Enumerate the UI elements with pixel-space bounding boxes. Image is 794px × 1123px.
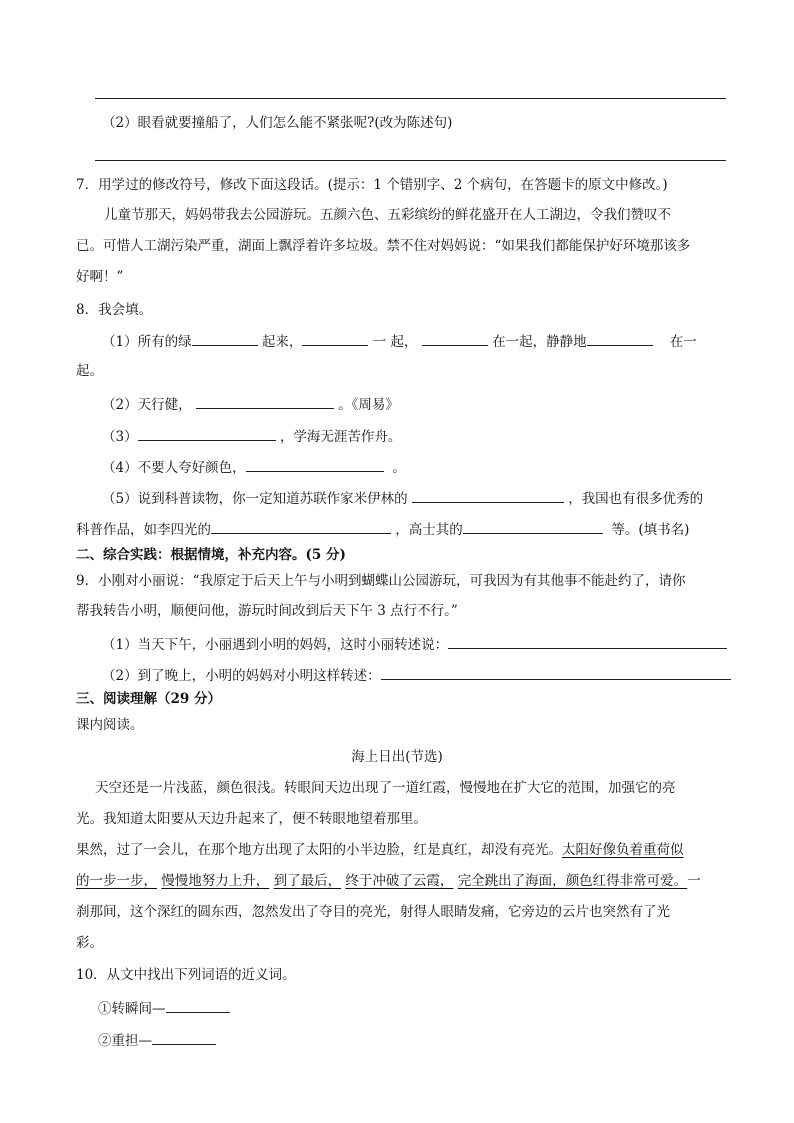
q8-text: ，我国也有很多优秀的 bbox=[568, 491, 704, 507]
underlined-phrase: 颜色红得非常可爱。 bbox=[565, 873, 688, 889]
underlined-phrase: 终于冲破了云霞， bbox=[345, 873, 454, 889]
passage-line: 天空还是一片浅蓝，颜色很浅。转眼间天边出现了一道红霞，慢慢地在扩大它的范围，加强它的亮 bbox=[95, 780, 676, 796]
fill-blank[interactable] bbox=[192, 331, 258, 346]
section-3-heading: 三、阅读理解（29 分） bbox=[76, 691, 221, 707]
q9-paragraph-line: 9．小刚对小丽说：“我原定于后天上午与小明到蝴蝶山公园游玩，可我因为有其他事不能赴约了，请你 bbox=[76, 573, 686, 589]
fill-blank[interactable] bbox=[138, 426, 276, 441]
answer-line[interactable] bbox=[95, 160, 726, 161]
q6-item-2: （2）眼看就要撞船了，人们怎么能不紧张呢?(改为陈述句) bbox=[102, 115, 453, 131]
q8-item-4 bbox=[102, 457, 406, 477]
passage-line: 彩。 bbox=[76, 935, 103, 951]
answer-blank[interactable] bbox=[448, 634, 727, 649]
q8-title: 8．我会填。 bbox=[76, 302, 153, 318]
q8-text: 科普作品，如李四光的 bbox=[76, 522, 211, 538]
q9-text: （1）当天下午，小丽遇到小明的妈妈，这时小丽转述说： bbox=[102, 637, 449, 653]
q8-text: 。《周易》 bbox=[338, 397, 399, 413]
q9-item-1 bbox=[102, 634, 727, 654]
fill-blank[interactable] bbox=[412, 488, 564, 503]
passage-line: 光。我知道太阳要从天边升起来了，便不转眼地望着那里。 bbox=[76, 811, 427, 827]
q9-text: （2）到了晚上，小明的妈妈对小明这样转述： bbox=[102, 668, 381, 684]
q8-text: （1）所有的绿 bbox=[102, 334, 192, 350]
fill-blank[interactable] bbox=[302, 331, 368, 346]
fill-blank[interactable] bbox=[166, 998, 230, 1013]
section-3-subheading: 课内阅读。 bbox=[76, 717, 144, 733]
q10-title: 10．从文中找出下列词语的近义词。 bbox=[76, 967, 296, 983]
q7-paragraph-line: 已。可惜人工湖污染严重，湖面上飘浮着许多垃圾。禁不住对妈妈说：“如果我们都能保护好环境那该多 bbox=[76, 238, 691, 254]
q8-item-1 bbox=[102, 331, 697, 351]
q8-item-3 bbox=[102, 426, 401, 446]
underlined-phrase: 完全跳出了海面， bbox=[457, 873, 566, 889]
q8-text: 一 起， bbox=[372, 334, 418, 350]
q9-paragraph-line: 帮我转告小明，顺便问他，游玩时间改到后天下午 3 点行不行。” bbox=[76, 603, 458, 619]
fill-blank[interactable] bbox=[587, 331, 653, 346]
q10-text: ②重担— bbox=[98, 1033, 152, 1049]
fill-blank[interactable] bbox=[196, 394, 334, 409]
underlined-phrase: 到了最后， bbox=[273, 873, 342, 889]
q8-item-2 bbox=[102, 394, 399, 414]
fill-blank[interactable] bbox=[463, 519, 603, 534]
passage-text: 一 bbox=[687, 873, 701, 889]
q10-text: ①转瞬间— bbox=[98, 1001, 166, 1017]
answer-line[interactable] bbox=[95, 98, 726, 99]
q8-item-1-tail: 起。 bbox=[76, 363, 103, 379]
q7-paragraph-line: 儿童节那天，妈妈带我去公园游玩。五颜六色、五彩缤纷的鲜花盛开在人工湖边，令我们赞叹不 bbox=[104, 207, 671, 223]
passage-title: 海上日出(节选) bbox=[351, 749, 443, 765]
q7-paragraph-line: 好啊！” bbox=[76, 269, 124, 285]
q8-item-5 bbox=[102, 488, 703, 508]
q8-text: ，高士其的 bbox=[395, 522, 463, 538]
q8-text: （4）不要人夸好颜色， bbox=[102, 460, 246, 476]
q9-item-2 bbox=[102, 665, 731, 685]
section-2-heading: 二、综合实践：根据情境，补充内容。(5 分) bbox=[76, 547, 346, 563]
passage-line: 刹那间，这个深红的圆东西，忽然发出了夺目的亮光，射得人眼睛发痛，它旁边的云片也突然有了光 bbox=[76, 904, 670, 920]
q8-text: 等。(填书名) bbox=[611, 522, 690, 538]
passage-line bbox=[76, 841, 684, 859]
q10-item-2 bbox=[98, 1030, 216, 1050]
q8-text: 在一 bbox=[669, 334, 697, 350]
answer-blank[interactable] bbox=[381, 665, 731, 680]
q7-title: 7．用学过的修改符号，修改下面这段话。(提示：1 个错别字、2 个病句，在答题卡的原文中修改。) bbox=[76, 177, 668, 193]
q8-text: ，学海无涯苦作舟。 bbox=[279, 429, 402, 445]
fill-blank[interactable] bbox=[152, 1030, 216, 1045]
underlined-phrase: 慢慢地努力上升， bbox=[161, 873, 270, 889]
q10-item-1 bbox=[98, 998, 230, 1018]
underlined-sentence: 太阳好像负着重荷似 bbox=[562, 842, 684, 858]
fill-blank[interactable] bbox=[211, 519, 391, 534]
passage-text: 果然，过了一会儿，在那个地方出现了太阳的小半边脸，红是真红，却没有亮光。 bbox=[76, 842, 562, 858]
underlined-phrase: 的一步一步， bbox=[76, 873, 157, 889]
q8-item-5-cont bbox=[76, 519, 689, 539]
q8-text: （3） bbox=[102, 429, 138, 445]
q8-text: 。 bbox=[392, 460, 406, 476]
fill-blank[interactable] bbox=[422, 331, 488, 346]
q8-text: （5）说到科普读物，你一定知道苏联作家米伊林的 bbox=[102, 491, 408, 507]
q8-text: （2）天行健， bbox=[102, 397, 192, 413]
fill-blank[interactable] bbox=[246, 457, 384, 472]
q8-text: 起来， bbox=[261, 334, 303, 350]
q8-text: 在一起，静静地 bbox=[492, 334, 587, 350]
passage-line bbox=[76, 872, 701, 890]
